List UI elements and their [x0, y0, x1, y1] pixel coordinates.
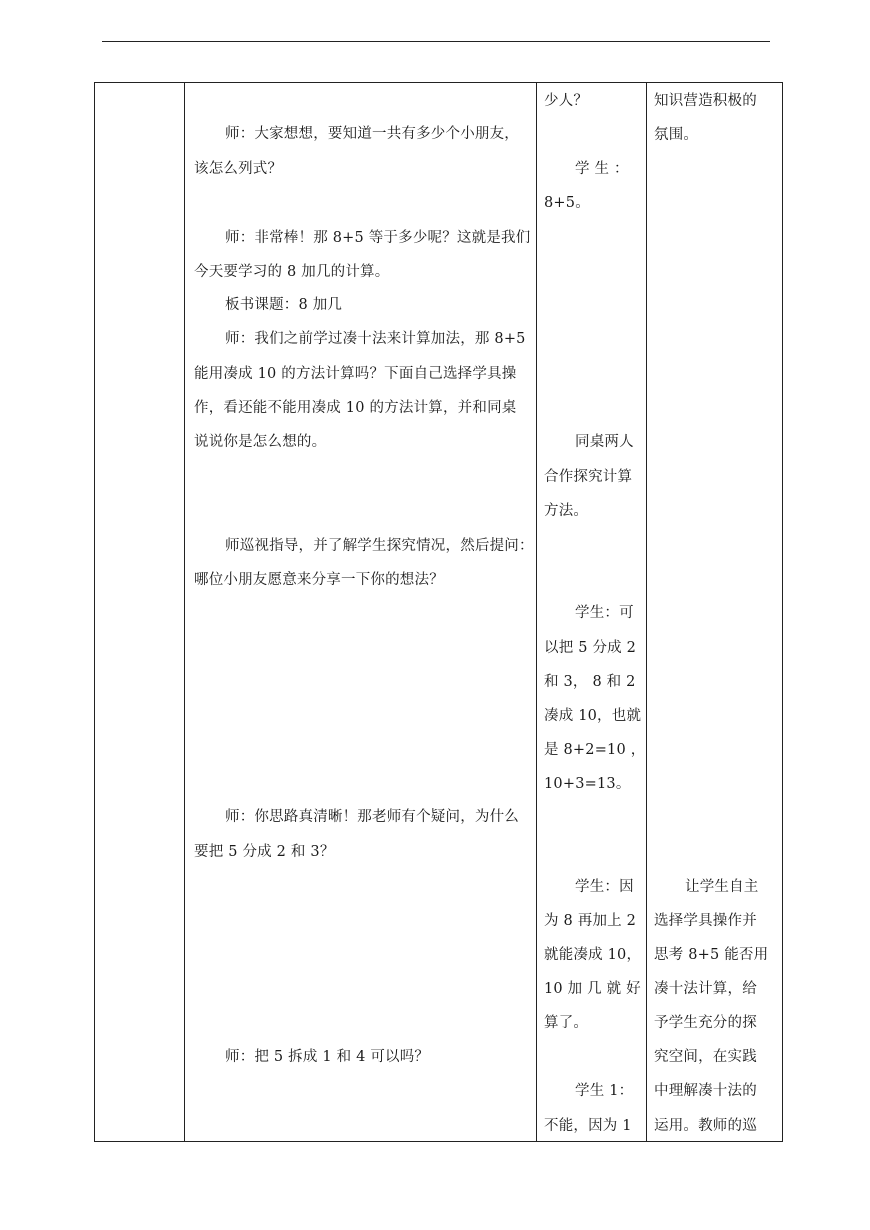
student-line: 凑成 10，也就: [544, 708, 642, 724]
teacher-line: 要把 5 分成 2 和 3？: [194, 844, 335, 860]
intent-line: 凑十法计算，给: [654, 981, 757, 997]
intent-line: 予学生充分的探: [654, 1015, 757, 1031]
student-line: 10 加 几 就 好: [544, 981, 641, 997]
intent-line: 究空间，在实践: [654, 1049, 757, 1065]
intent-line: 思考 8+5 能否用: [654, 947, 769, 963]
intent-line: 选择学具操作并: [654, 913, 757, 929]
intent-line: 运用。教师的巡: [654, 1118, 757, 1134]
teacher-line: 师：你思路真清晰！那老师有个疑问，为什么: [225, 809, 519, 825]
teacher-line: 师：非常棒！那 8+5 等于多少呢？这就是我们: [225, 230, 531, 246]
teacher-line: 说说你是怎么想的。: [194, 434, 327, 450]
teacher-line: 哪位小朋友愿意来分享一下你的想法？: [194, 572, 444, 588]
student-line: 是 8+2=10 ，: [544, 742, 646, 758]
teacher-line: 今天要学习的 8 加几的计算。: [194, 264, 390, 280]
intent-line: 让学生自主: [685, 879, 759, 895]
teacher-line: 板书课题：8 加几: [225, 297, 343, 313]
intent-line: 中理解凑十法的: [654, 1083, 757, 1099]
teacher-line: 师：把 5 拆成 1 和 4 可以吗？: [225, 1049, 430, 1065]
student-line: 学生 1：: [575, 1083, 634, 1099]
page-header-rule: [102, 41, 770, 42]
student-line: 就能凑成 10，: [544, 947, 642, 963]
student-line: 10+3=13。: [544, 776, 631, 792]
student-line: 少人？: [544, 93, 589, 109]
student-line: 学生：因: [575, 879, 634, 895]
teacher-line: 该怎么列式？: [194, 161, 283, 177]
teacher-line: 师：我们之前学过凑十法来计算加法，那 8+5: [225, 331, 526, 347]
student-line: 以把 5 分成 2: [544, 640, 637, 656]
student-line: 合作探究计算: [544, 469, 633, 485]
student-line: 和 3， 8 和 2: [544, 674, 636, 690]
teacher-line: 师巡视指导，并了解学生探究情况，然后提问：: [225, 538, 534, 554]
student-line: 学生：可: [575, 605, 634, 621]
teacher-line: 能用凑成 10 的方法计算吗？下面自己选择学具操: [194, 366, 517, 382]
intent-line: 氛围。: [654, 127, 699, 143]
student-line: 不能，因为 1: [544, 1118, 632, 1134]
student-line: 学 生 ：: [575, 161, 629, 177]
teacher-line: 作，看还能不能用凑成 10 的方法计算，并和同桌: [194, 400, 517, 416]
teacher-line: 师：大家想想，要知道一共有多少个小朋友，: [225, 126, 519, 142]
student-line: 方法。: [544, 503, 589, 519]
intent-line: 知识营造积极的: [654, 93, 757, 109]
student-line: 算了。: [544, 1015, 589, 1031]
student-line: 8+5。: [544, 195, 590, 211]
table-column-divider: [184, 82, 185, 1142]
student-line: 为 8 再加上 2: [544, 913, 637, 929]
student-line: 同桌两人: [575, 434, 634, 450]
